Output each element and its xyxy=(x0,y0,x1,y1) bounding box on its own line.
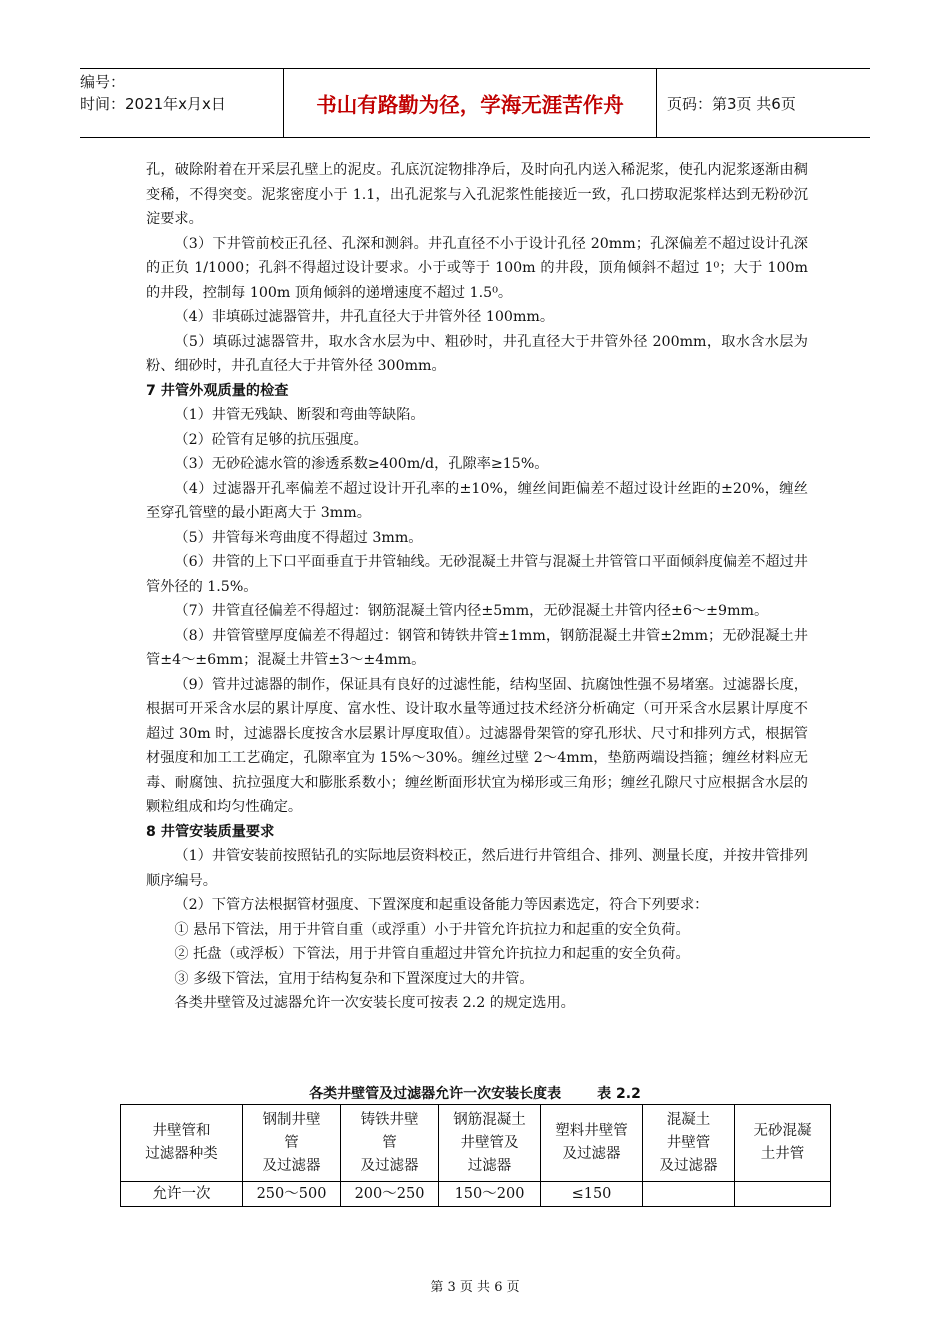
paragraph: （5）填砾过滤器管井，取水含水层为中、粗砂时，井孔直径大于井管外径 200mm，取水含水层为粉、细砂时，井孔直径大于井管外径 300mm。 xyxy=(146,333,808,374)
section-heading: 8 井管安装质量要求 xyxy=(146,823,275,840)
table-header-cell: 混凝土 井壁管 及过滤器 xyxy=(643,1105,735,1182)
table-title: 各类井壁管及过滤器允许一次安装长度表 xyxy=(309,1086,562,1102)
table-cell: 150～200 xyxy=(439,1182,541,1207)
time-label: 时间：2021年x月x日 xyxy=(80,95,226,113)
paragraph: （3）下井管前校正孔径、孔深和测斜。井孔直径不小于设计孔径 20mm；孔深偏差不超过设计孔深的正负 1/1000；孔斜不得超过设计要求。小于或等于 100m 的井段，顶角倾斜不超过 1⁰；大于 100m 的井段，控制每 100m 顶角倾斜的递增速度不超过 1.5⁰。 xyxy=(146,235,808,301)
paragraph: 孔，破除附着在开采层孔壁上的泥皮。孔底沉淀物排净后，及时向孔内送入稀泥浆，使孔内泥浆逐渐由稠变稀，不得突变。泥浆密度小于 1.1，出孔泥浆与入孔泥浆性能接近一致，孔口捞取泥浆样达到无粉砂沉淀要求。 xyxy=(146,162,808,227)
paragraph: ③ 多级下管法，宜用于结构复杂和下置深度过大的井管。 xyxy=(174,970,534,987)
paragraph: 各类井壁管及过滤器允许一次安装长度可按表 2.2 的规定选用。 xyxy=(174,995,575,1011)
table-header-cell: 钢筋混凝土 井壁管及 过滤器 xyxy=(439,1105,541,1182)
paragraph: （1）井管无残缺、断裂和弯曲等缺陷。 xyxy=(174,407,425,423)
table-cell xyxy=(735,1182,831,1207)
table-cell: 250～500 xyxy=(243,1182,341,1207)
page-header xyxy=(80,68,870,138)
paragraph: （4）非填砾过滤器管井，井孔直径大于井管外径 100mm。 xyxy=(174,309,555,325)
header-motto: 书山有路勤为径，学海无涯苦作舟 xyxy=(284,69,657,137)
paragraph: ② 托盘（或浮板）下管法，用于井管自重超过井管允许抗拉力和起重的安全负荷。 xyxy=(174,946,690,962)
paragraph: （4）过滤器开孔率偏差不超过设计开孔率的±10%，缠丝间距偏差不超过设计丝距的±20%，缠丝至穿孔管壁的最小距离大于 3mm。 xyxy=(146,480,808,521)
table-header-cell: 塑料井壁管 及过滤器 xyxy=(541,1105,643,1182)
table-header-cell: 无砂混凝 土井管 xyxy=(735,1105,831,1182)
header-page-label: 页码：第3页 共6页 xyxy=(667,94,796,113)
paragraph: （6）井管的上下口平面垂直于井管轴线。无砂混凝土井管与混凝土井管管口平面倾斜度偏差不超过井管外径的 1.5%。 xyxy=(146,554,808,595)
paragraph: ① 悬吊下管法，用于井管自重（或浮重）小于井管允许抗拉力和起重的安全负荷。 xyxy=(174,921,690,938)
table-header-cell: 钢制井壁 管 及过滤器 xyxy=(243,1105,341,1182)
paragraph: （2）下管方法根据管材强度、下置深度和起重设备能力等因素选定，符合下列要求： xyxy=(174,897,709,913)
paragraph: （1）井管安装前按照钻孔的实际地层资料校正，然后进行井管组合、排列、测量长度，并按井管排列顺序编号。 xyxy=(146,848,808,889)
paragraph: （2）砼管有足够的抗压强度。 xyxy=(174,431,368,448)
paragraph: （7）井管直径偏差不得超过：钢筋混凝土管内径±5mm，无砂混凝土井管内径±6～±9mm。 xyxy=(174,603,769,619)
table-header-cell: 井壁管和 过滤器种类 xyxy=(121,1105,243,1182)
document-body xyxy=(146,158,808,1016)
table-number: 表 2.2 xyxy=(597,1086,641,1102)
table-row xyxy=(121,1182,831,1207)
page-footer: 第 3 页 共 6 页 xyxy=(430,1280,520,1295)
table-header-cell: 铸铁井壁 管 及过滤器 xyxy=(341,1105,439,1182)
install-length-table xyxy=(120,1104,831,1207)
header-meta xyxy=(80,69,284,137)
number-label: 编号： xyxy=(80,73,126,91)
table-cell: 200～250 xyxy=(341,1182,439,1207)
paragraph: （8）井管管壁厚度偏差不得超过：钢管和铸铁井管±1mm，钢筋混凝土井管±2mm；无砂混凝土井管±4～±6mm；混凝土井管±3～±4mm。 xyxy=(146,627,808,668)
table-cell xyxy=(643,1182,735,1207)
table-caption xyxy=(120,1083,830,1103)
table-cell: 允许一次 xyxy=(121,1182,243,1207)
section-heading: 7 井管外观质量的检查 xyxy=(146,382,289,399)
paragraph: （3）无砂砼滤水管的渗透系数≥400m/d，孔隙率≥15%。 xyxy=(174,456,549,472)
paragraph: （9）管井过滤器的制作，保证具有良好的过滤性能，结构坚固、抗腐蚀性强不易堵塞。过滤器长度，根据可开采含水层的累计厚度、富水性、设计取水量等通过技术经济分析确定（可开采含水层累计厚度不超过 30m 时，过滤器长度按含水层累计厚度取值）。过滤器骨架管的穿孔形状、尺寸和排列方式，根据管材强度和加工工艺确定，孔隙率宜为 15%～30%。缠丝过壁 2～4mm，垫筋两端设挡箍；缠丝材料应无毒、耐腐蚀、抗拉强度大和膨胀系数小；缠丝断面形状宜为梯形或三角形；缠丝孔隙尺寸应根据含水层的颗粒组成和均匀性确定。 xyxy=(146,676,808,815)
table-cell: ≤150 xyxy=(541,1182,643,1207)
table-header-row xyxy=(121,1105,831,1182)
paragraph: （5）井管每米弯曲度不得超过 3mm。 xyxy=(174,529,423,546)
